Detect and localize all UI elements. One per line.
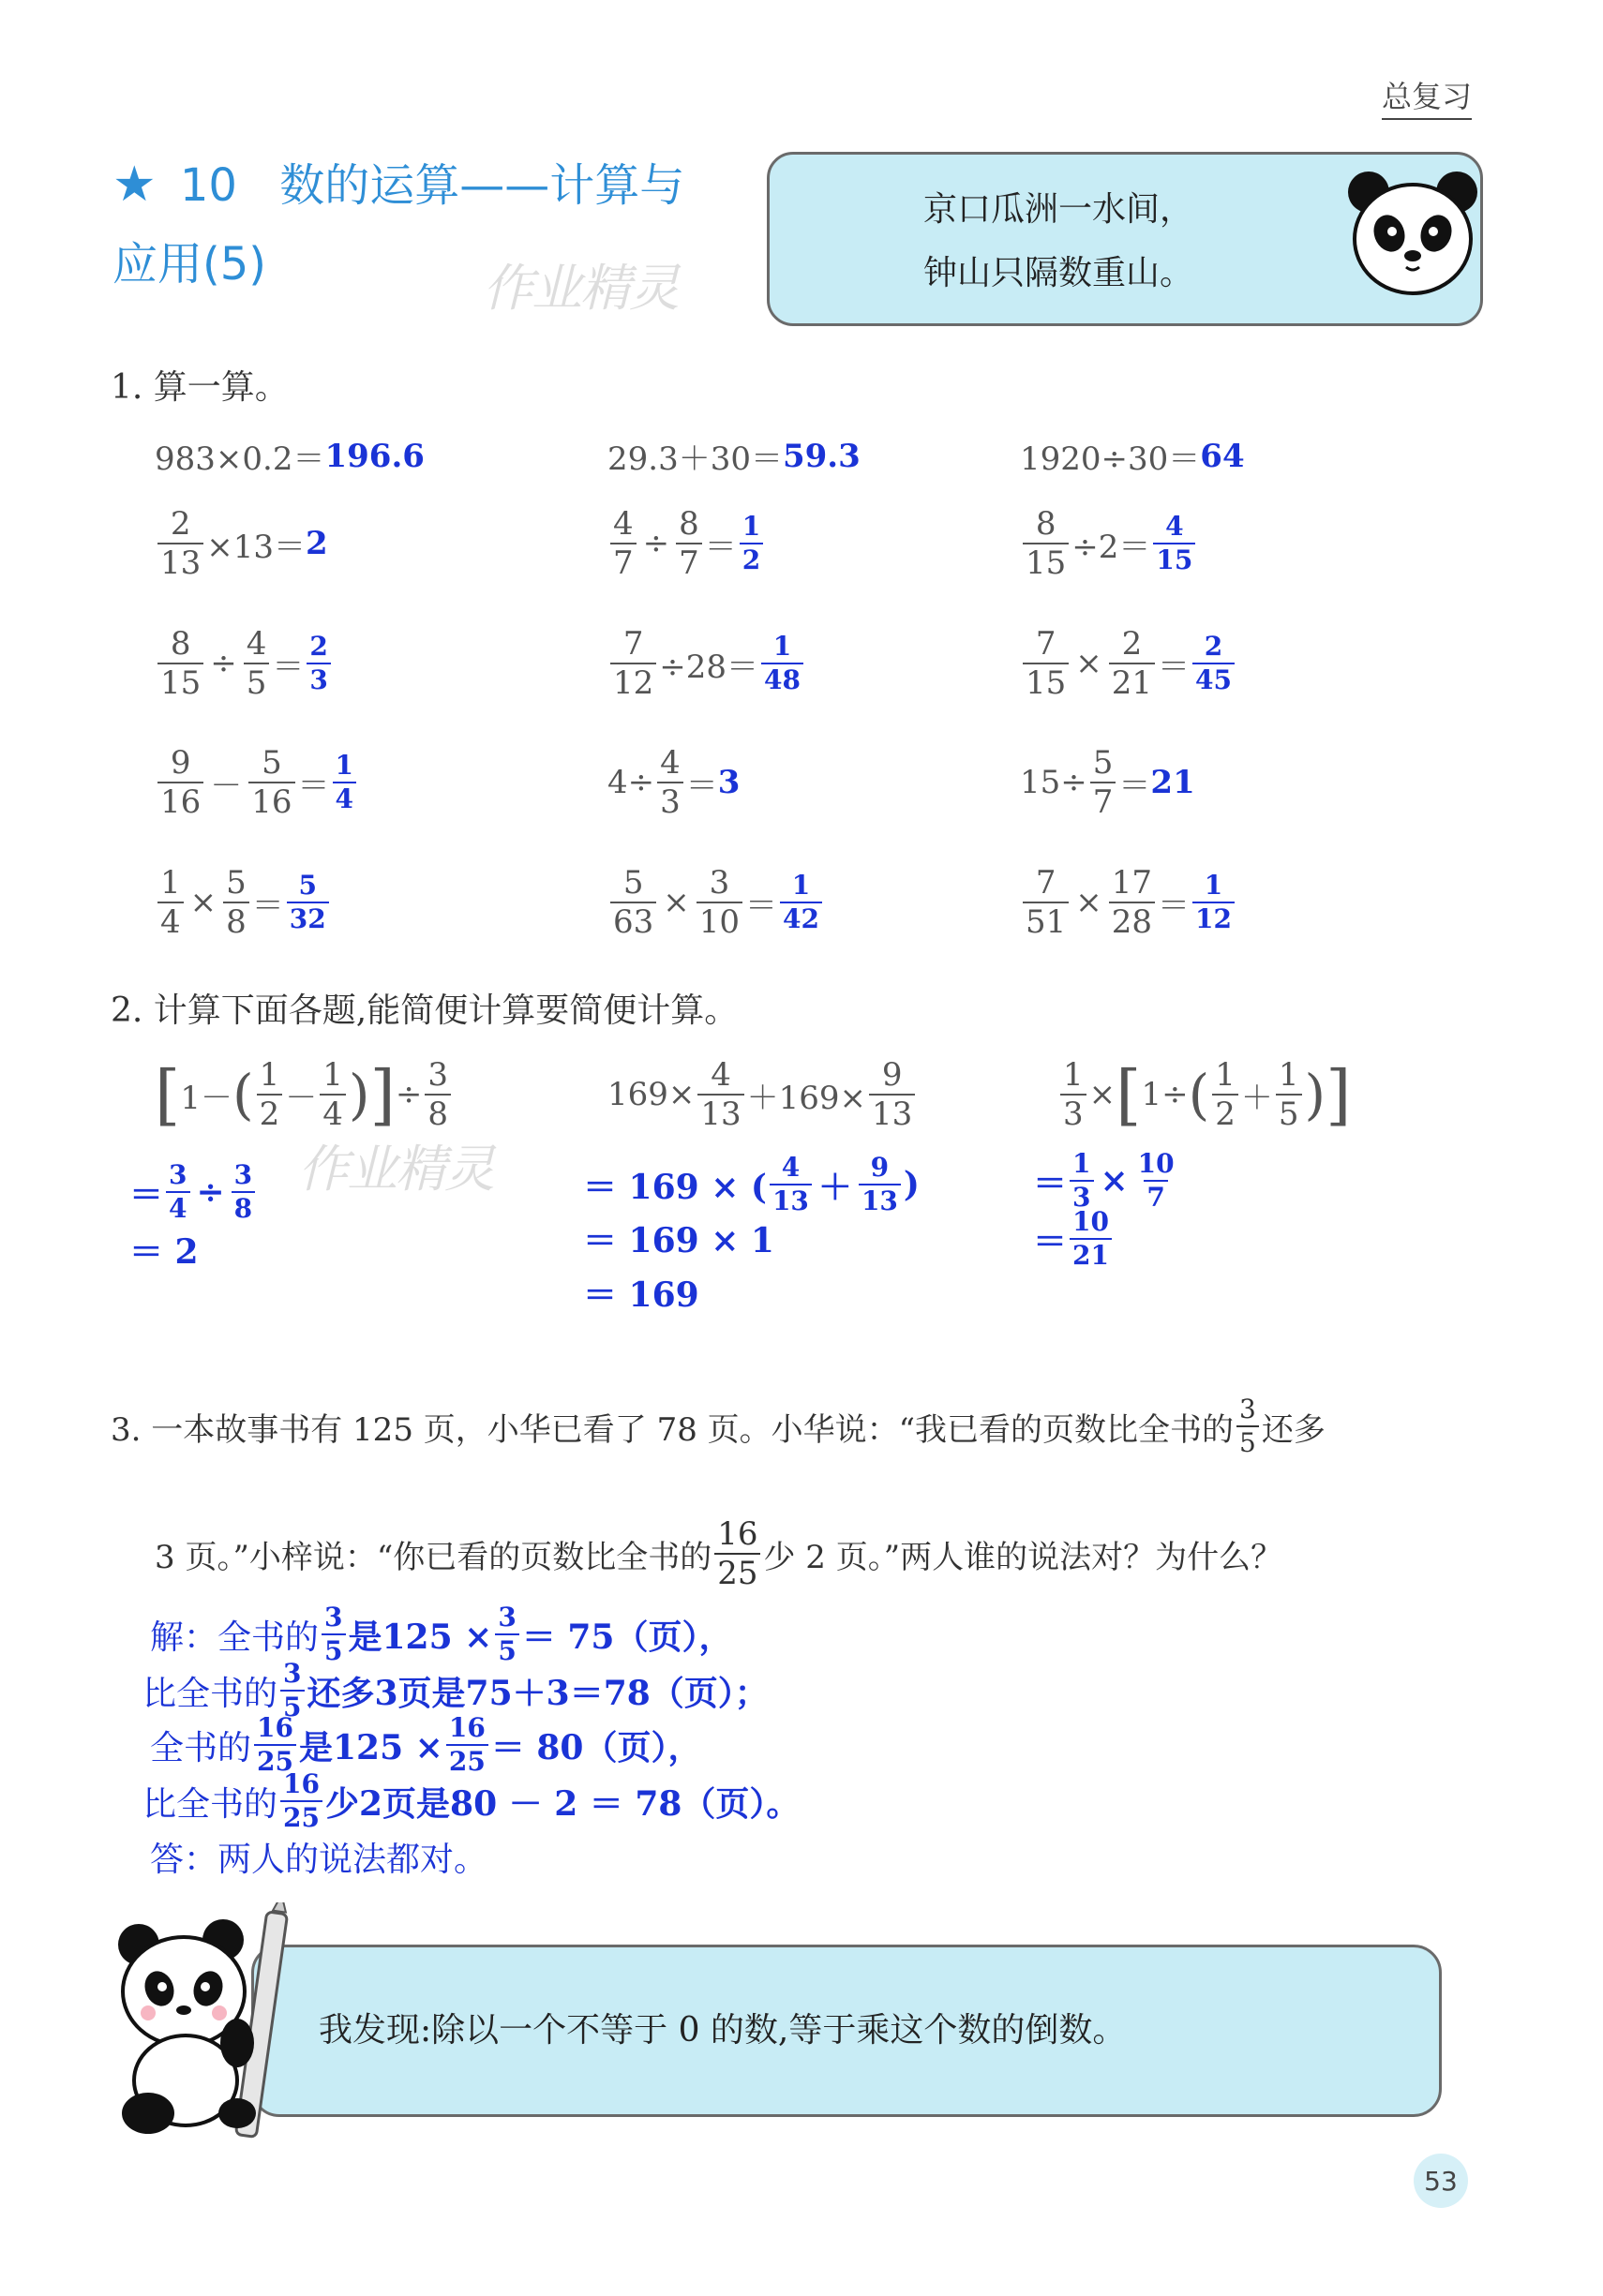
q2b-expression: 169× $\frac{4}{13}$ ＋169× $\frac{9}{13}$: [607, 1059, 918, 1130]
q1-r1b: 29.3＋30＝ 59.3: [607, 437, 861, 478]
q1-r4a: $\frac{9}{16}$ － $\frac{5}{16}$ ＝ $\frac{1}{4}$: [155, 747, 359, 818]
q2c-step2: ＝ $\frac{10}{21}$: [1033, 1209, 1115, 1269]
poem-line1: 京口瓜洲一水间，: [923, 190, 1194, 229]
q1-r4c: 15÷ $\frac{5}{7}$ ＝ 21: [1020, 744, 1195, 821]
q3-solution-1: 解：全书的 $\frac{3}{5}$ 是125 × $\frac{3}{5}$ ＝ 75（页），: [150, 1602, 733, 1666]
q1-r4b: 4÷ $\frac{4}{3}$ ＝ 3: [607, 744, 741, 821]
title-number: 10: [179, 159, 237, 212]
q1-r1a: 983×0.2＝ 196.6: [155, 437, 425, 478]
section-label: 总复习: [1382, 73, 1472, 120]
q3-solution-2: 比全书的 $\frac{3}{5}$ 还多3页是75＋3＝78（页）；: [142, 1658, 769, 1722]
q3-line1: 3. 一本故事书有 125 页，小华已看了 78 页。小华说：“我已看的页数比全书的 $\frac{3}{5}$ 还多: [111, 1394, 1326, 1458]
q2b-step3: ＝ 169: [583, 1275, 699, 1315]
q1-r3b: $\frac{7}{12}$ ÷28＝ $\frac{1}{48}$: [607, 628, 806, 699]
q1-r5c: $\frac{7}{51}$ × $\frac{17}{28}$ ＝ $\frac{1}{12}$: [1020, 867, 1237, 938]
q3-solution-3: 全书的 $\frac{16}{25}$ 是125 × $\frac{16}{25}$ ＝ 80（页），: [150, 1712, 702, 1777]
q2a-step1: ＝ $\frac{3}{4}$ ÷ $\frac{3}{8}$: [129, 1162, 258, 1222]
poem: [923, 178, 1193, 306]
page-number: 53: [1414, 2154, 1468, 2208]
q3-solution-4: 比全书的 $\frac{16}{25}$ 少2页是80 － 2 ＝ 78（页）。: [142, 1768, 801, 1833]
q3-line2: 3 页。”小梓说：“你已看的页数比全书的 $\frac{16}{25}$ 少 2 页。”两人谁的说法对？为什么？: [155, 1515, 1283, 1592]
q1-r5b: $\frac{5}{63}$ × $\frac{3}{10}$ ＝ $\frac{1}{42}$: [607, 867, 825, 938]
q1-label: 1. 算一算。: [111, 368, 289, 407]
q1-r3a: $\frac{8}{15}$ ÷ $\frac{4}{5}$ ＝ $\frac{2}{3}$: [155, 628, 334, 699]
q1-r2b: $\frac{4}{7}$ ÷ $\frac{8}{7}$ ＝ $\frac{1}{2}$: [607, 508, 766, 579]
star-icon: ★: [112, 157, 157, 213]
finding-text: 我发现:除以一个不等于 0 的数,等于乘这个数的倒数。: [319, 2011, 1127, 2050]
q1-r3c: $\frac{7}{15}$ × $\frac{2}{21}$ ＝ $\frac{2}{45}$: [1020, 628, 1237, 699]
watermark: 作业精灵: [483, 259, 678, 318]
q2a-expression: [ 1－ ( $\frac{1}{2}$ － $\frac{1}{4}$ ) ] ÷ $\frac{3}{8}$: [155, 1059, 454, 1130]
q1-r2a: $\frac{2}{13}$ ×13＝ 2: [155, 508, 328, 579]
q2c-step1: ＝ $\frac{1}{3}$ × $\frac{10}{7}$: [1033, 1148, 1175, 1213]
watermark-2: 作业精灵: [298, 1140, 493, 1199]
q2b-step2: ＝ 169 × 1: [583, 1221, 774, 1260]
q2a-step2: ＝ 2: [129, 1232, 199, 1272]
q2b-step1: ＝ 169 × ( $\frac{4}{13}$ ＋ $\frac{9}{13}$ ): [583, 1152, 920, 1216]
panda-with-pencil-icon: [111, 1902, 298, 2141]
poem-line2: 钟山只隔数重山。: [923, 254, 1194, 292]
title-line2: 应用(5): [112, 238, 266, 291]
panda-head-icon: [1342, 164, 1483, 305]
title-line1: 数的运算——计算与: [279, 159, 685, 212]
q3-answer: 答：两人的说法都对。: [150, 1841, 488, 1879]
q2-label: 2. 计算下面各题,能简便计算要简便计算。: [111, 991, 739, 1030]
q2c-expression: $\frac{1}{3}$ × [ 1÷ ( $\frac{1}{2}$ ＋ $\frac{1}{5}$ ) ]: [1057, 1059, 1351, 1130]
q1-r5a: $\frac{1}{4}$ × $\frac{5}{8}$ ＝ $\frac{5}{32}$: [155, 867, 332, 938]
q1-r2c: $\frac{8}{15}$ ÷2＝ $\frac{4}{15}$: [1020, 508, 1198, 579]
q1-r1c: 1920÷30＝ 64: [1020, 437, 1245, 478]
